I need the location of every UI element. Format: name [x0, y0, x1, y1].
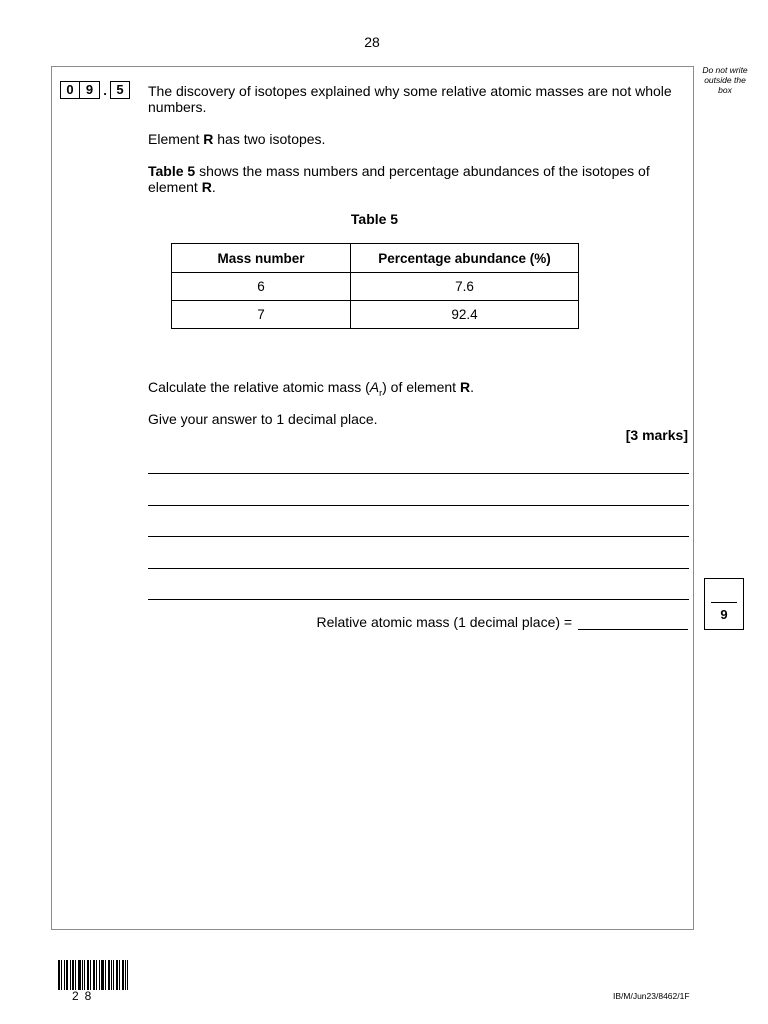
answer-line[interactable]: [148, 568, 689, 569]
barcode-icon: [58, 960, 128, 990]
table-cell: 7: [172, 301, 351, 329]
table-cell: 92.4: [351, 301, 579, 329]
final-answer-row: [148, 614, 688, 630]
table-cell: 6: [172, 273, 351, 301]
margin-note: Do not write outside the box: [702, 65, 748, 95]
final-answer-blank[interactable]: [578, 614, 688, 630]
table-cell: 7.6: [351, 273, 579, 301]
question-number: [60, 81, 130, 99]
final-answer-label: Relative atomic mass (1 decimal place) =: [316, 614, 573, 630]
question-part-digit: 5: [110, 81, 130, 99]
table-header-row: [172, 244, 579, 273]
page-number: 28: [364, 34, 380, 50]
question-separator: .: [103, 82, 107, 98]
marks-label: [3 marks]: [625, 427, 688, 443]
barcode-number: 28: [72, 989, 98, 1003]
score-total: 9: [720, 607, 728, 622]
element-sentence: Element R has two isotopes.: [148, 131, 326, 147]
column-header: Mass number: [172, 244, 351, 273]
score-box: [704, 578, 744, 630]
calculation-prompt: Calculate the relative atomic mass $(A_r)$ of element R.: [148, 379, 474, 398]
question-digit: 0: [60, 81, 80, 99]
answer-line[interactable]: [148, 473, 689, 474]
table-row: [172, 273, 579, 301]
table-reference-sentence: Table 5 shows the mass numbers and percentage abundances of the isotopes of element R.: [148, 163, 650, 195]
answer-line[interactable]: [148, 599, 689, 600]
answer-line[interactable]: [148, 536, 689, 537]
question-intro: The discovery of isotopes explained why some relative atomic masses are not whole numbers.: [148, 83, 672, 115]
footer-code: IB/M/Jun23/8462/1F: [613, 991, 690, 1001]
answer-box-border: [51, 66, 694, 930]
question-digit: 9: [80, 81, 100, 99]
column-header: Percentage abundance (%): [351, 244, 579, 273]
instruction-text: Give your answer to 1 decimal place.: [148, 411, 378, 427]
table-caption: Table 5: [350, 211, 399, 227]
score-entry-line[interactable]: [711, 602, 737, 603]
isotope-table: [171, 243, 579, 329]
table-row: [172, 301, 579, 329]
answer-line[interactable]: [148, 505, 689, 506]
